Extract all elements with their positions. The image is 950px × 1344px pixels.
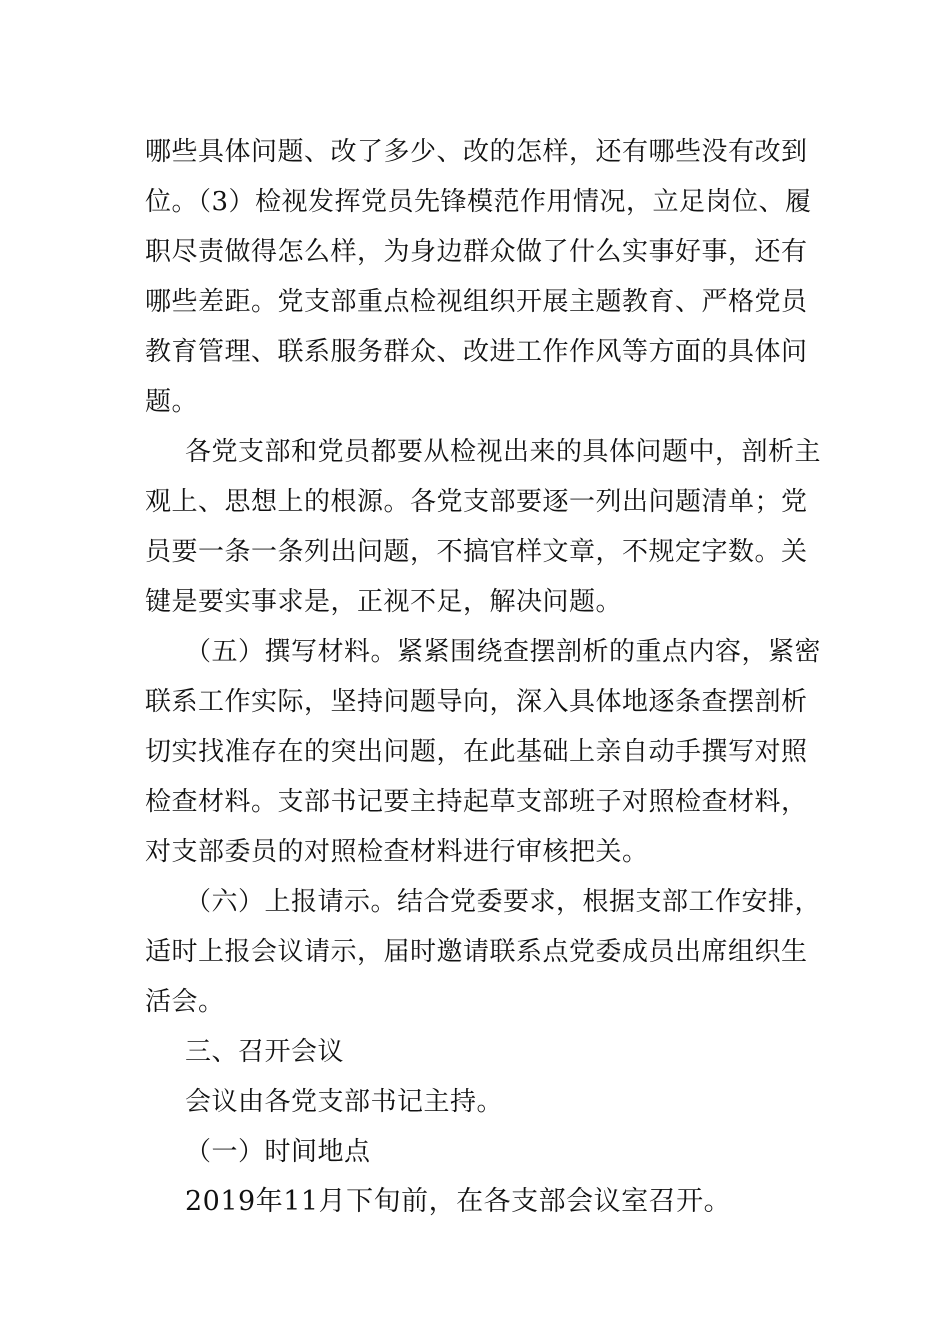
body-text-line: 教育管理、联系服务群众、改进工作作风等方面的具体问 <box>145 337 808 367</box>
body-text-line: 活会。 <box>145 987 225 1017</box>
body-text-line: 对支部委员的对照检查材料进行审核把关。 <box>145 837 649 867</box>
paragraph-first-line: （六）上报请示。结合党委要求，根据支部工作安排， <box>185 887 822 917</box>
section-heading: 三、召开会议 <box>185 1037 345 1067</box>
subsection-heading: （一）时间地点 <box>185 1137 371 1167</box>
body-text-line: 检查材料。支部书记要主持起草支部班子对照检查材料， <box>145 787 808 817</box>
paragraph-first-line: 会议由各党支部书记主持。 <box>185 1087 504 1117</box>
body-text-line: 切实找准存在的突出问题，在此基础上亲自动手撰写对照 <box>145 737 808 767</box>
body-text-line: 观上、思想上的根源。各党支部要逐一列出问题清单；党 <box>145 487 808 517</box>
body-text-line: 职尽责做得怎么样，为身边群众做了什么实事好事，还有 <box>145 237 808 267</box>
body-text-line: 哪些具体问题、改了多少、改的怎样，还有哪些没有改到 <box>145 137 808 167</box>
body-text-line: 适时上报会议请示，届时邀请联系点党委成员出席组织生 <box>145 937 808 967</box>
paragraph-first-line: 各党支部和党员都要从检视出来的具体问题中，剖析主 <box>185 437 822 467</box>
body-text-line: 哪些差距。党支部重点检视组织开展主题教育、严格党员 <box>145 287 808 317</box>
body-text-line: 员要一条一条列出问题，不搞官样文章，不规定字数。关 <box>145 537 808 567</box>
paragraph-first-line: 2019年11月下旬前，在各支部会议室召开。 <box>185 1186 732 1217</box>
body-text-line: 位。（3）检视发挥党员先锋模范作用情况，立足岗位、履 <box>145 187 812 217</box>
paragraph-first-line: （五）撰写材料。紧紧围绕查摆剖析的重点内容，紧密 <box>185 637 822 667</box>
body-text-line: 键是要实事求是，正视不足，解决问题。 <box>145 587 623 617</box>
body-text-line: 联系工作实际，坚持问题导向，深入具体地逐条查摆剖析 <box>145 687 808 717</box>
body-text-line: 题。 <box>145 387 199 417</box>
